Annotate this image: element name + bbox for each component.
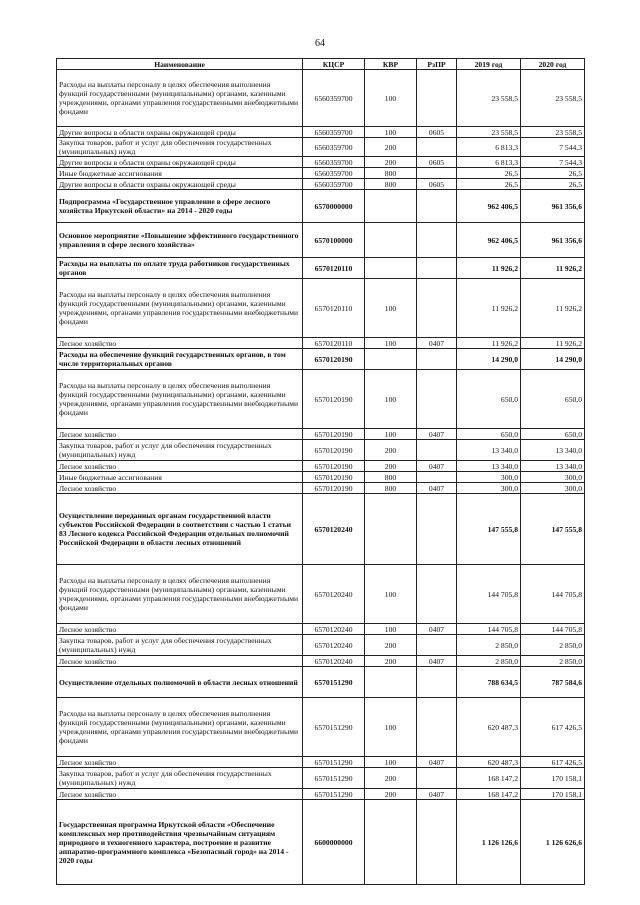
cell-2020: 13 340,0 xyxy=(521,440,585,461)
cell-rzpr xyxy=(417,440,457,461)
cell-2019: 11 926,2 xyxy=(457,258,521,279)
cell-rzpr: 0407 xyxy=(417,461,457,472)
cell-rzpr xyxy=(417,349,457,370)
cell-name: Закупка товаров, работ и услуг для обеспечения государственных (муниципальных) нужд xyxy=(57,138,303,157)
cell-2020: 11 926,2 xyxy=(521,258,585,279)
cell-kvr xyxy=(365,349,417,370)
cell-2020: 11 926,2 xyxy=(521,338,585,349)
cell-kcsr: 6570120110 xyxy=(303,258,365,279)
cell-name: Лесное хозяйство xyxy=(57,624,303,635)
cell-2020: 170 158,1 xyxy=(521,768,585,789)
cell-name: Лесное хозяйство xyxy=(57,429,303,440)
table-header xyxy=(57,59,585,70)
cell-2020: 2 850,0 xyxy=(521,635,585,656)
cell-name: Лесное хозяйство xyxy=(57,757,303,768)
cell-kcsr: 6570120190 xyxy=(303,349,365,370)
cell-name: Расходы на выплаты персоналу в целях обеспечения выполнения функций государственными (муниципальными) органами, казенными учреждениями, органами управления государственными внебюджетными фондами xyxy=(57,370,303,429)
header-kcsr: КЦСР xyxy=(303,59,365,70)
table-row xyxy=(57,349,585,370)
cell-2019: 300,0 xyxy=(457,472,521,483)
cell-kvr: 100 xyxy=(365,757,417,768)
cell-kvr: 800 xyxy=(365,179,417,190)
table-row xyxy=(57,768,585,789)
cell-kvr: 200 xyxy=(365,768,417,789)
table-row xyxy=(57,157,585,168)
cell-2019: 2 850,0 xyxy=(457,656,521,667)
cell-rzpr xyxy=(417,635,457,656)
cell-kcsr: 6570120190 xyxy=(303,440,365,461)
header-row xyxy=(57,59,585,70)
cell-2019: 650,0 xyxy=(457,370,521,429)
cell-name: Лесное хозяйство xyxy=(57,656,303,667)
cell-2020: 961 356,6 xyxy=(521,190,585,223)
cell-name: Другие вопросы в области охраны окружающей среды xyxy=(57,179,303,190)
cell-2019: 147 555,8 xyxy=(457,494,521,565)
cell-name: Другие вопросы в области охраны окружающей среды xyxy=(57,127,303,138)
cell-2020: 7 544,3 xyxy=(521,157,585,168)
table-row xyxy=(57,472,585,483)
cell-2019: 300,0 xyxy=(457,483,521,494)
cell-2019: 962 406,5 xyxy=(457,190,521,223)
cell-kvr: 100 xyxy=(365,429,417,440)
table-row xyxy=(57,698,585,757)
budget-table xyxy=(56,58,585,885)
cell-2020: 23 558,5 xyxy=(521,70,585,127)
cell-2020: 14 290,0 xyxy=(521,349,585,370)
cell-kcsr: 6570151290 xyxy=(303,789,365,800)
cell-rzpr: 0407 xyxy=(417,429,457,440)
table-row xyxy=(57,168,585,179)
cell-kcsr: 6560359700 xyxy=(303,127,365,138)
cell-kcsr: 6570120190 xyxy=(303,429,365,440)
cell-rzpr xyxy=(417,370,457,429)
cell-kvr: 200 xyxy=(365,656,417,667)
table-row xyxy=(57,635,585,656)
table-row xyxy=(57,667,585,698)
cell-2019: 1 126 126,6 xyxy=(457,800,521,885)
cell-2019: 650,0 xyxy=(457,429,521,440)
cell-kcsr: 6570000000 xyxy=(303,190,365,223)
cell-2019: 788 634,5 xyxy=(457,667,521,698)
header-kvr: КВР xyxy=(365,59,417,70)
table-row xyxy=(57,138,585,157)
table-row xyxy=(57,179,585,190)
cell-kvr xyxy=(365,258,417,279)
table-row xyxy=(57,370,585,429)
cell-2020: 7 544,3 xyxy=(521,138,585,157)
cell-kvr: 100 xyxy=(365,70,417,127)
cell-2020: 144 705,8 xyxy=(521,565,585,624)
cell-rzpr: 0407 xyxy=(417,757,457,768)
cell-name: Закупка товаров, работ и услуг для обеспечения государственных (муниципальных) нужд xyxy=(57,635,303,656)
cell-kvr: 200 xyxy=(365,789,417,800)
table-row xyxy=(57,223,585,258)
cell-2019: 6 813,3 xyxy=(457,157,521,168)
cell-2019: 6 813,3 xyxy=(457,138,521,157)
cell-kvr xyxy=(365,667,417,698)
cell-kvr: 800 xyxy=(365,472,417,483)
cell-kcsr: 6560359700 xyxy=(303,179,365,190)
cell-rzpr xyxy=(417,494,457,565)
table-row xyxy=(57,800,585,885)
cell-kvr: 100 xyxy=(365,127,417,138)
table-row xyxy=(57,494,585,565)
cell-2019: 23 558,5 xyxy=(457,127,521,138)
cell-kcsr: 6570120240 xyxy=(303,624,365,635)
cell-kvr xyxy=(365,494,417,565)
cell-2020: 23 558,5 xyxy=(521,127,585,138)
cell-2019: 168 147,2 xyxy=(457,768,521,789)
cell-2019: 26,5 xyxy=(457,179,521,190)
cell-2019: 14 290,0 xyxy=(457,349,521,370)
table-body xyxy=(57,70,585,885)
cell-2020: 13 340,0 xyxy=(521,461,585,472)
cell-kvr: 800 xyxy=(365,483,417,494)
table-row xyxy=(57,258,585,279)
cell-rzpr xyxy=(417,223,457,258)
cell-2019: 620 487,3 xyxy=(457,757,521,768)
cell-name: Расходы на выплаты персоналу в целях обеспечения выполнения функций государственными (муниципальными) органами, казенными учреждениями, органами управления государственными внебюджетными фондами xyxy=(57,70,303,127)
cell-kcsr: 6570120240 xyxy=(303,656,365,667)
cell-rzpr: 0407 xyxy=(417,624,457,635)
table-row xyxy=(57,70,585,127)
cell-kvr xyxy=(365,223,417,258)
cell-2019: 2 850,0 xyxy=(457,635,521,656)
table-row xyxy=(57,461,585,472)
table-row xyxy=(57,483,585,494)
table-row xyxy=(57,656,585,667)
table-row xyxy=(57,338,585,349)
cell-2020: 961 356,6 xyxy=(521,223,585,258)
table-row xyxy=(57,565,585,624)
cell-rzpr: 0605 xyxy=(417,179,457,190)
cell-name: Закупка товаров, работ и услуг для обеспечения государственных (муниципальных) нужд xyxy=(57,768,303,789)
cell-name: Расходы на выплаты по оплате труда работников государственных органов xyxy=(57,258,303,279)
cell-name: Основное мероприятие «Повышение эффективного государственного управления в сфере лесного хозяйства» xyxy=(57,223,303,258)
cell-2020: 300,0 xyxy=(521,472,585,483)
cell-name: Лесное хозяйство xyxy=(57,461,303,472)
cell-rzpr: 0605 xyxy=(417,157,457,168)
cell-name: Расходы на выплаты персоналу в целях обеспечения выполнения функций государственными (муниципальными) органами, казенными учреждениями, органами управления государственными внебюджетными фондами xyxy=(57,565,303,624)
cell-rzpr xyxy=(417,800,457,885)
cell-kvr: 200 xyxy=(365,440,417,461)
cell-kvr: 200 xyxy=(365,635,417,656)
cell-name: Лесное хозяйство xyxy=(57,789,303,800)
cell-name: Иные бюджетные ассигнования xyxy=(57,168,303,179)
cell-kvr: 200 xyxy=(365,461,417,472)
cell-kvr xyxy=(365,190,417,223)
cell-name: Лесное хозяйство xyxy=(57,483,303,494)
cell-rzpr xyxy=(417,279,457,338)
header-2019: 2019 год xyxy=(457,59,521,70)
header-name: Наименование xyxy=(57,59,303,70)
cell-2020: 147 555,8 xyxy=(521,494,585,565)
table-row xyxy=(57,429,585,440)
cell-kvr: 100 xyxy=(365,370,417,429)
cell-kvr xyxy=(365,800,417,885)
cell-rzpr xyxy=(417,70,457,127)
page-number: 64 xyxy=(315,38,325,49)
cell-2020: 787 584,6 xyxy=(521,667,585,698)
cell-kcsr: 6570151290 xyxy=(303,757,365,768)
cell-rzpr xyxy=(417,768,457,789)
table-row xyxy=(57,624,585,635)
cell-rzpr: 0605 xyxy=(417,127,457,138)
cell-rzpr xyxy=(417,667,457,698)
cell-2020: 650,0 xyxy=(521,370,585,429)
header-rzpr: РзПР xyxy=(417,59,457,70)
cell-name: Осуществление отдельных полномочий в области лесных отношений xyxy=(57,667,303,698)
table-row xyxy=(57,279,585,338)
cell-kcsr: 6560359700 xyxy=(303,157,365,168)
table-row xyxy=(57,440,585,461)
cell-2019: 11 926,2 xyxy=(457,279,521,338)
table-row xyxy=(57,789,585,800)
cell-kcsr: 6570120240 xyxy=(303,565,365,624)
cell-kcsr: 6570120190 xyxy=(303,461,365,472)
cell-2019: 13 340,0 xyxy=(457,461,521,472)
cell-2020: 1 126 626,6 xyxy=(521,800,585,885)
cell-kcsr: 6570151290 xyxy=(303,768,365,789)
cell-2020: 26,5 xyxy=(521,179,585,190)
cell-kcsr: 6570120190 xyxy=(303,370,365,429)
cell-2019: 13 340,0 xyxy=(457,440,521,461)
cell-rzpr xyxy=(417,472,457,483)
cell-kcsr: 6570120190 xyxy=(303,472,365,483)
cell-rzpr: 0407 xyxy=(417,656,457,667)
cell-name: Расходы на выплаты персоналу в целях обеспечения выполнения функций государственными (муниципальными) органами, казенными учреждениями, органами управления государственными внебюджетными фондами xyxy=(57,698,303,757)
header-2020: 2020 год xyxy=(521,59,585,70)
cell-rzpr: 0407 xyxy=(417,338,457,349)
cell-kcsr: 6560359700 xyxy=(303,70,365,127)
cell-kcsr: 6600000000 xyxy=(303,800,365,885)
cell-name: Иные бюджетные ассигнования xyxy=(57,472,303,483)
cell-rzpr xyxy=(417,138,457,157)
cell-rzpr xyxy=(417,258,457,279)
cell-kvr: 100 xyxy=(365,279,417,338)
cell-2020: 650,0 xyxy=(521,429,585,440)
cell-kcsr: 6560359700 xyxy=(303,138,365,157)
cell-kcsr: 6570120190 xyxy=(303,483,365,494)
cell-kvr: 800 xyxy=(365,168,417,179)
cell-kcsr: 6560359700 xyxy=(303,168,365,179)
cell-rzpr xyxy=(417,168,457,179)
cell-rzpr: 0407 xyxy=(417,483,457,494)
cell-kvr: 100 xyxy=(365,624,417,635)
cell-kcsr: 6570120240 xyxy=(303,635,365,656)
cell-2019: 168 147,2 xyxy=(457,789,521,800)
cell-2019: 144 705,8 xyxy=(457,565,521,624)
cell-2020: 26,5 xyxy=(521,168,585,179)
cell-2019: 26,5 xyxy=(457,168,521,179)
cell-2020: 144 705,8 xyxy=(521,624,585,635)
cell-2020: 617 426,5 xyxy=(521,698,585,757)
cell-name: Подпрограмма «Государственное управление в сфере лесного хозяйства Иркутской области» на 2014 - 2020 годы xyxy=(57,190,303,223)
cell-kvr: 100 xyxy=(365,698,417,757)
cell-name: Другие вопросы в области охраны окружающей среды xyxy=(57,157,303,168)
table-row xyxy=(57,757,585,768)
cell-2020: 2 850,0 xyxy=(521,656,585,667)
cell-2020: 170 158,1 xyxy=(521,789,585,800)
cell-kcsr: 6570151290 xyxy=(303,698,365,757)
cell-2019: 620 487,3 xyxy=(457,698,521,757)
cell-kcsr: 6570151290 xyxy=(303,667,365,698)
cell-2020: 300,0 xyxy=(521,483,585,494)
cell-rzpr xyxy=(417,565,457,624)
cell-name: Расходы на выплаты персоналу в целях обеспечения выполнения функций государственными (муниципальными) органами, казенными учреждениями, органами управления государственными внебюджетными фондами xyxy=(57,279,303,338)
cell-name: Осуществление переданных органам государственной власти субъектов Российской Федерации в соответствии с частью 1 статьи 83 Лесного кодекса Российской Федерации отдельных полномочий Российской Федерации в области лесных отношений xyxy=(57,494,303,565)
cell-rzpr xyxy=(417,698,457,757)
cell-name: Лесное хозяйство xyxy=(57,338,303,349)
cell-kcsr: 6570120240 xyxy=(303,494,365,565)
cell-name: Закупка товаров, работ и услуг для обеспечения государственных (муниципальных) нужд xyxy=(57,440,303,461)
table-row xyxy=(57,127,585,138)
cell-2019: 23 558,5 xyxy=(457,70,521,127)
cell-rzpr xyxy=(417,190,457,223)
cell-2020: 11 926,2 xyxy=(521,279,585,338)
cell-2020: 617 426,5 xyxy=(521,757,585,768)
cell-2019: 144 705,8 xyxy=(457,624,521,635)
cell-kcsr: 6570100000 xyxy=(303,223,365,258)
cell-kvr: 100 xyxy=(365,565,417,624)
cell-kcsr: 6570120110 xyxy=(303,338,365,349)
cell-2019: 11 926,2 xyxy=(457,338,521,349)
cell-kvr: 200 xyxy=(365,157,417,168)
cell-kcsr: 6570120110 xyxy=(303,279,365,338)
cell-kvr: 100 xyxy=(365,338,417,349)
cell-kvr: 200 xyxy=(365,138,417,157)
table-row xyxy=(57,190,585,223)
cell-rzpr: 0407 xyxy=(417,789,457,800)
cell-name: Расходы на обеспечение функций государственных органов, в том числе территориальных органов xyxy=(57,349,303,370)
cell-2019: 962 406,5 xyxy=(457,223,521,258)
cell-name: Государственная программа Иркутской области «Обеспечение комплексных мер противодействия чрезвычайным ситуациям природного и техногенного характера, построение и развитие аппаратно-программного комплекса «Безопасный город» на 2014 - 2020 годы xyxy=(57,800,303,885)
